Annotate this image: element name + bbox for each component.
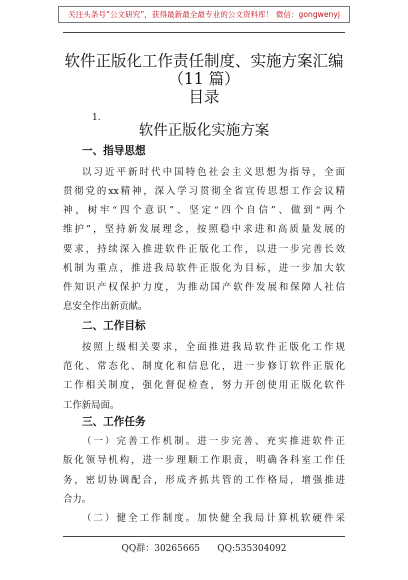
heading-work-tasks: 三、工作任务 (82, 416, 146, 428)
paragraph-line: 息安全作出新贡献。 (63, 301, 148, 312)
paragraph-line: 神，树牢“四个意识”、坚定“四个自信”、做到“两个 (63, 205, 345, 216)
footer-divider (63, 536, 345, 537)
paragraph-line: 务，密切协调配合，形成齐抓共管的工作格局，增强推进 (63, 475, 345, 486)
document-title: 软件正版化工作责任制度、实施方案汇编 (64, 52, 344, 70)
section-title: 软件正版化实施方案 (138, 123, 270, 139)
heading-work-goals: 二、工作目标 (82, 320, 146, 332)
paragraph-line: 要求，持续深入推进软件正版化工作，以进一步完善长效 (63, 244, 345, 255)
paragraph-line: 版化领导机构，进一步理顺工作职责，明确各科室工作任 (63, 455, 345, 466)
paragraph-line: 按照上级相关要求，全面推进我局软件正版化工作规 (82, 342, 345, 353)
document-count: （11 篇） (168, 70, 240, 88)
promo-banner: 关注头条号“公文研究”，获得最新最全最专业的公文资料库！ 微信：gongwenyj (58, 6, 350, 23)
item-number: 1. (92, 113, 101, 123)
paragraph-line: （二）健全工作制度。加快健全我局计算机软硬件采 (82, 513, 345, 524)
paragraph-line: 件知识产权保护力度，为推动国产软件发展和保障人社信 (63, 282, 345, 293)
paragraph-line: 范化、常态化、制度化和信息化，进一步修订软件正版化 (63, 361, 345, 372)
paragraph-line: 合力。 (63, 494, 92, 505)
paragraph-line: 贯彻党的xx精神，深入学习贯彻全省宣传思想工作会议精 (63, 186, 345, 197)
paragraph-line: 工作新局面。 (63, 400, 120, 411)
paragraph-line: 维护”，坚持新发展理念，按照稳中求进和高质量发展的 (63, 224, 345, 235)
paragraph-line: （一）完善工作机制。进一步完善、充实推进软件正 (82, 436, 345, 447)
paragraph-line: 机制为重点，推进我局软件正版化为目标，进一步加大软 (63, 263, 345, 274)
heading-guiding-ideology: 一、指导思想 (82, 145, 146, 157)
toc-heading: 目录 (188, 88, 220, 106)
paragraph-line: 工作相关制度，强化督促检查，努力开创使用正版化软件 (63, 380, 345, 391)
paragraph-line: 以习近平新时代中国特色社会主义思想为指导，全面 (82, 167, 345, 178)
footer-contact: QQ群：30265665 QQ:535304092 (121, 544, 287, 554)
header-divider (63, 32, 345, 33)
